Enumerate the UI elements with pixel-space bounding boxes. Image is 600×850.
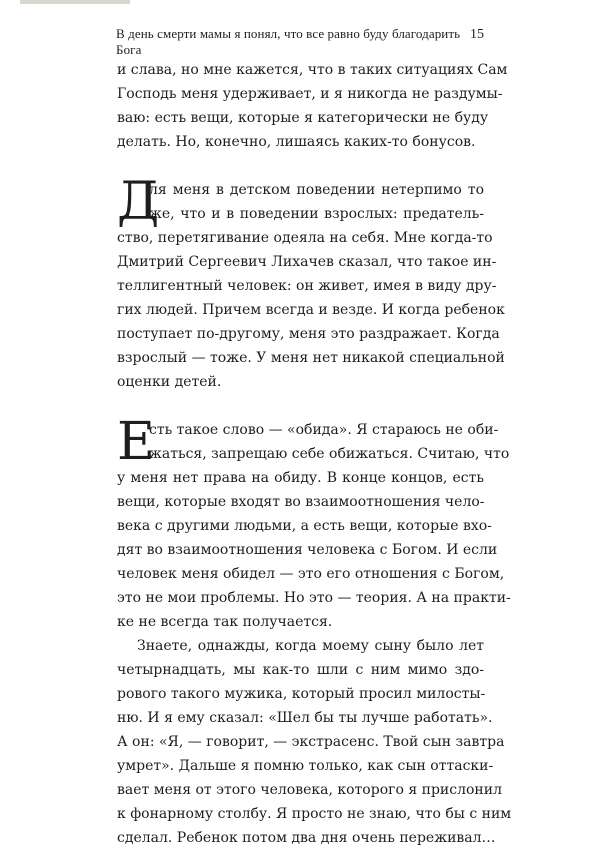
text-line: сть такое слово — «обида». Я стараюсь не оби-: [149, 422, 499, 438]
text-line: вещи, которые входят во взаимоотношения чело-: [117, 494, 485, 510]
page-number: 15: [470, 27, 484, 42]
text-line: поступает по-другому, меня это раздражает. Когда: [117, 326, 500, 342]
text-line: вает меня от этого человека, которого я прислонил: [117, 782, 502, 798]
body-text: [117, 58, 512, 850]
text-line: человек меня обидел — это его отношения с Богом,: [117, 566, 505, 582]
text-line: ню. И я ему сказал: «Шел бы ты лучше работать».: [117, 710, 493, 726]
drop-cap: Е: [117, 412, 155, 472]
text-line: оценки детей.: [117, 374, 222, 390]
text-line: сделал. Ребенок потом два дня очень переживал…: [117, 830, 496, 846]
text-line: теллигентный человек: он живет, имея в виду дру-: [117, 278, 497, 294]
paragraph-4: [117, 634, 512, 850]
text-line: это не мои проблемы. Но это — теория. А на практи-: [117, 590, 511, 606]
drop-cap: Д: [117, 172, 160, 232]
text-line: Дмитрий Сергеевич Лихачев сказал, что такое ин-: [117, 254, 497, 270]
text-line: у меня нет права на обиду. В конце концов, есть: [117, 470, 484, 486]
paragraph-3: [117, 412, 511, 634]
page-edge-strip: [20, 0, 130, 4]
paragraph-2: [117, 172, 505, 394]
paragraph-1: [117, 58, 508, 154]
text-line: умрет». Дальше я помню только, как сын оттаски-: [117, 758, 494, 774]
text-line: дят во взаимоотношения человека с Богом. И если: [117, 542, 498, 558]
text-line: делать. Но, конечно, лишаясь каких-то бонусов.: [117, 134, 476, 150]
running-header: [116, 26, 484, 58]
running-title: В день смерти мамы я понял, что все равно буду благодарить Бога: [116, 26, 461, 57]
text-line: Господь меня удерживает, и я никогда не раздумы-: [117, 86, 503, 102]
text-line: и слава, но мне кажется, что в таких ситуациях Сам: [117, 62, 508, 78]
text-line: жаться, запрещаю себе обижаться. Считаю, что: [149, 446, 510, 462]
text-line: ке не всегда так получается.: [117, 614, 333, 630]
text-line: четырнадцать, мы как-то шли с ним мимо здо-: [117, 662, 484, 678]
text-line: А он: «Я, — говорит, — экстрасенс. Твой сын завтра: [117, 734, 505, 750]
text-line: ваю: есть вещи, которые я категорически не буду: [117, 110, 489, 126]
text-line: Знаете, однажды, когда моему сыну было лет: [137, 638, 484, 654]
text-line: взрослый — тоже. У меня нет никакой специальной: [117, 350, 505, 366]
text-line: же, что и в поведении взрослых: предатель-: [149, 206, 484, 222]
text-line: рового такого мужика, который просил милосты-: [117, 686, 486, 702]
text-line: века с другими людьми, а есть вещи, которые вхо-: [117, 518, 492, 534]
text-line: гих людей. Причем всегда и везде. И когда ребенок: [117, 302, 505, 318]
text-line: к фонарному столбу. Я просто не знаю, что бы с ним: [117, 806, 512, 822]
text-line: ля меня в детском поведении нетерпимо то: [149, 182, 484, 198]
text-line: ство, перетягивание одеяла на себя. Мне когда-то: [117, 230, 493, 246]
